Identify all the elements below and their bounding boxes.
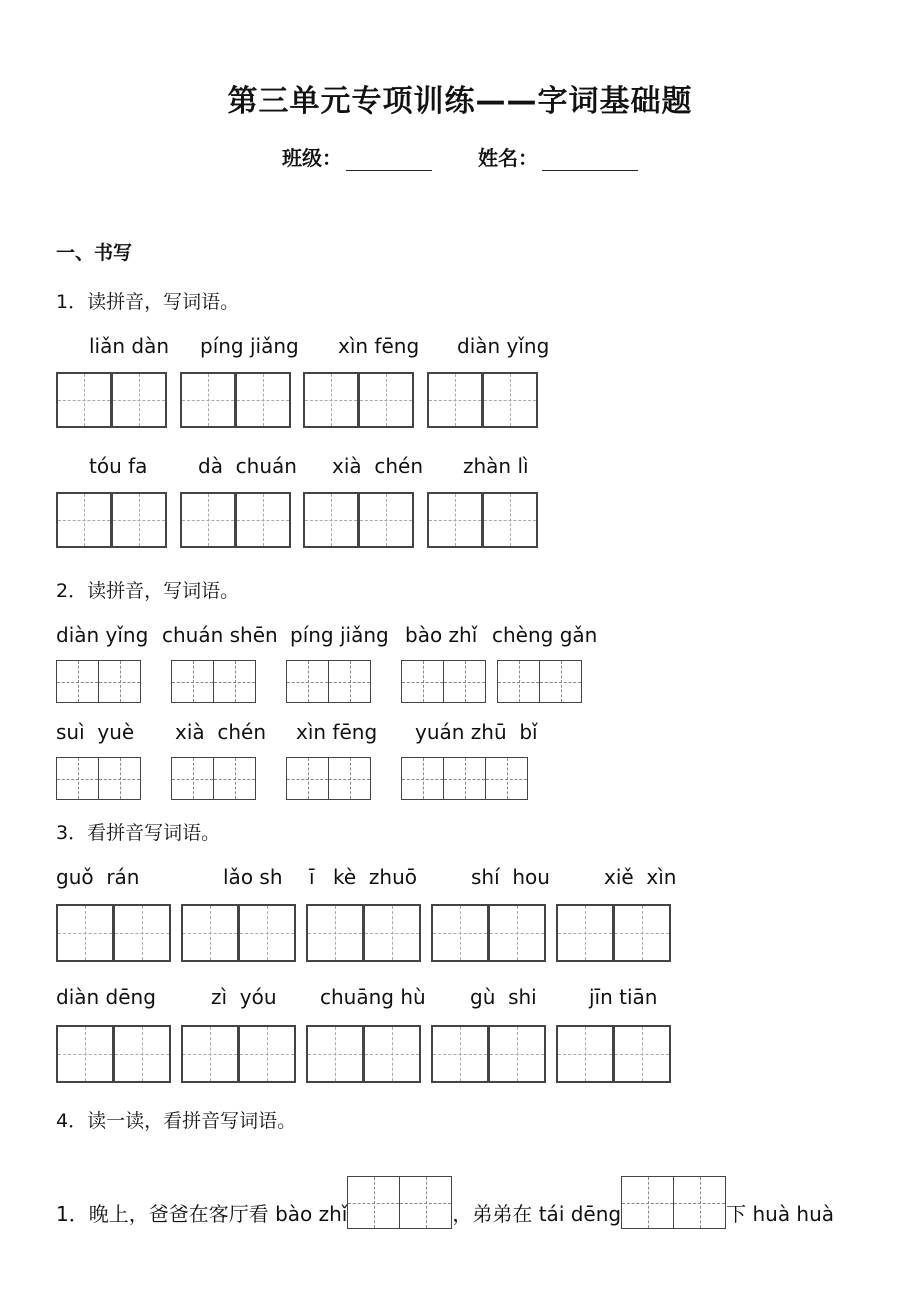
writing-grid[interactable] <box>347 1176 452 1229</box>
pinyin-label: shí hou <box>471 865 550 889</box>
writing-grid[interactable] <box>56 372 167 428</box>
pinyin-label: chuán shēn <box>162 623 278 647</box>
writing-grid[interactable] <box>180 492 291 548</box>
writing-grid[interactable] <box>401 757 528 800</box>
pinyin-label: xìn fēng <box>296 720 378 744</box>
pinyin-label: chuāng hù <box>320 985 426 1009</box>
name-label: 姓名： <box>478 146 538 170</box>
writing-grid[interactable] <box>56 1025 171 1083</box>
question-2-prompt: 2．读拼音，写词语。 <box>56 580 240 602</box>
writing-grid[interactable] <box>56 904 171 962</box>
pinyin-label: gù shi <box>470 985 537 1009</box>
writing-grid[interactable] <box>171 660 256 703</box>
pinyin-label: ī <box>309 865 315 889</box>
pinyin-label: píng jiǎng <box>290 623 389 647</box>
writing-grid[interactable] <box>180 372 291 428</box>
writing-grid[interactable] <box>56 757 141 800</box>
pinyin-label: zì yóu <box>211 985 277 1009</box>
name-field <box>478 142 638 171</box>
pinyin-label: dà chuán <box>198 454 297 478</box>
question-3-prompt: 3．看拼音写词语。 <box>56 822 221 844</box>
writing-grid[interactable] <box>497 660 582 703</box>
writing-grid[interactable] <box>431 904 546 962</box>
writing-grid[interactable] <box>431 1025 546 1083</box>
pinyin-label: diàn yǐng <box>56 623 149 647</box>
pinyin-label: lǎo sh <box>223 865 283 889</box>
writing-grid[interactable] <box>556 1025 671 1083</box>
pinyin-label: kè zhuō <box>333 865 417 889</box>
sentence-text: ，弟弟在 tái dēng <box>452 1202 622 1226</box>
pinyin-label: chèng gǎn <box>492 623 598 647</box>
sentence-1 <box>56 1176 834 1227</box>
pinyin-label: xià chén <box>175 720 267 744</box>
pinyin-label: guǒ rán <box>56 865 140 889</box>
writing-grid[interactable] <box>303 492 414 548</box>
writing-grid[interactable] <box>181 1025 296 1083</box>
pinyin-label: diàn yǐng <box>457 334 550 358</box>
writing-grid[interactable] <box>427 492 538 548</box>
writing-grid[interactable] <box>556 904 671 962</box>
class-label: 班级： <box>282 146 342 170</box>
sentence-text: 1．晚上，爸爸在客厅看 bào zhǐ <box>56 1202 348 1226</box>
section-heading: 一、书写 <box>56 242 133 264</box>
question-4-prompt: 4．读一读，看拼音写词语。 <box>56 1110 297 1132</box>
pinyin-label: zhàn lì <box>463 454 529 478</box>
writing-grid[interactable] <box>427 372 538 428</box>
writing-grid[interactable] <box>621 1176 726 1229</box>
pinyin-label: bào zhǐ <box>405 623 478 647</box>
writing-grid[interactable] <box>401 660 486 703</box>
pinyin-label: píng jiǎng <box>200 334 299 358</box>
pinyin-label: tóu fa <box>89 454 148 478</box>
pinyin-label: yuán zhū bǐ <box>415 720 538 744</box>
writing-grid[interactable] <box>286 660 371 703</box>
pinyin-label: jīn tiān <box>589 985 658 1009</box>
writing-grid[interactable] <box>286 757 371 800</box>
pinyin-label: xià chén <box>332 454 424 478</box>
writing-grid[interactable] <box>303 372 414 428</box>
question-1-prompt: 1．读拼音，写词语。 <box>56 291 240 313</box>
class-field <box>282 142 432 171</box>
writing-grid[interactable] <box>171 757 256 800</box>
pinyin-label: diàn dēng <box>56 985 156 1009</box>
pinyin-label: suì yuè <box>56 720 135 744</box>
class-blank[interactable] <box>346 150 432 171</box>
writing-grid[interactable] <box>306 904 421 962</box>
writing-grid[interactable] <box>56 492 167 548</box>
pinyin-label: liǎn dàn <box>89 334 170 358</box>
pinyin-label: xìn fēng <box>338 334 420 358</box>
writing-grid[interactable] <box>306 1025 421 1083</box>
name-blank[interactable] <box>542 150 638 171</box>
pinyin-label: xiě xìn <box>604 865 677 889</box>
page-title: 第三单元专项训练——字词基础题 <box>227 84 693 119</box>
writing-grid[interactable] <box>56 660 141 703</box>
sentence-text: 下 huà huà <box>726 1202 835 1226</box>
writing-grid[interactable] <box>181 904 296 962</box>
